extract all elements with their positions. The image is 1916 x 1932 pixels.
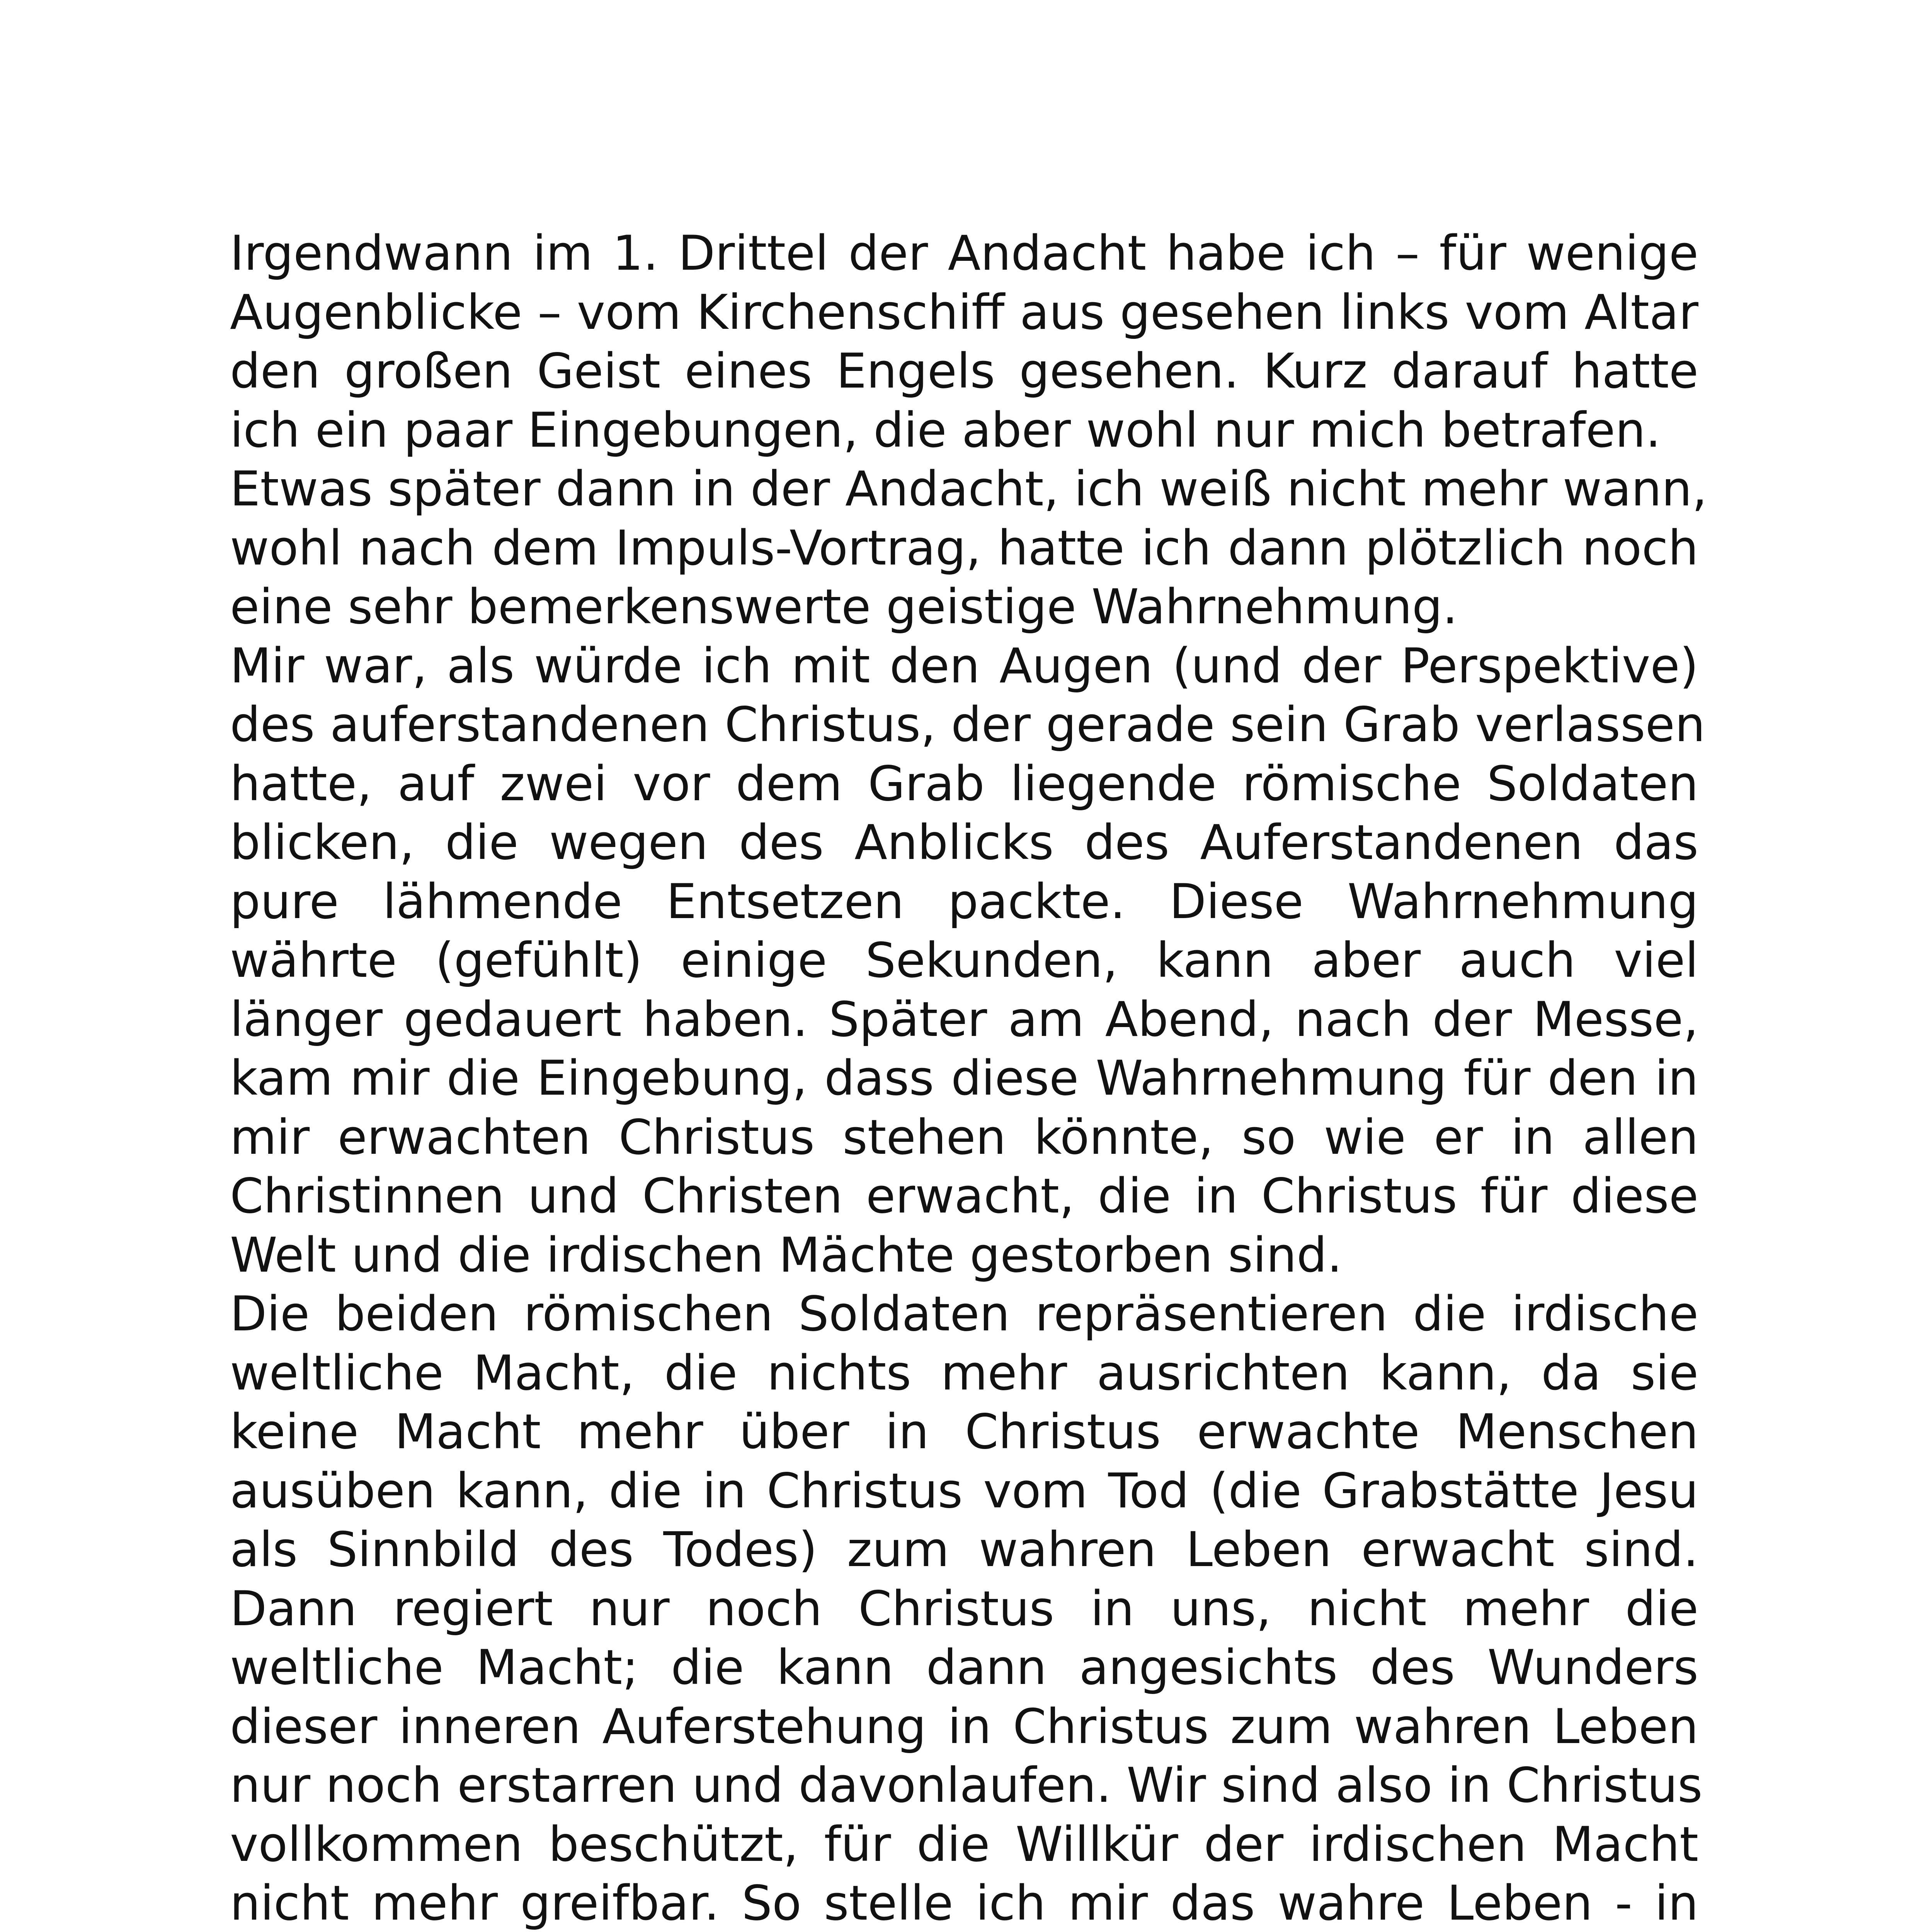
paragraph	[230, 460, 1707, 637]
text-line: Etwas später dann in der Andacht, ich weiß nicht mehr wann,	[230, 461, 1707, 517]
text-line: kam mir die Eingebung, dass diese Wahrnehmung für den in	[230, 1051, 1698, 1106]
text-line: weltliche Macht, die nichts mehr ausrichten kann, da sie	[230, 1345, 1698, 1401]
text-line: nicht mehr greifbar. So stelle ich mir das wahre Leben - in	[230, 1876, 1698, 1931]
paragraph	[230, 1285, 1703, 1932]
text-line: keine Macht mehr über in Christus erwachte Menschen	[230, 1404, 1698, 1460]
text-line: länger gedauert haben. Später am Abend, nach der Messe,	[230, 992, 1698, 1048]
text-line: Irgendwann im 1. Drittel der Andacht habe ich – für wenige	[230, 226, 1698, 281]
text-line: als Sinnbild des Todes) zum wahren Leben erwacht sind.	[230, 1522, 1698, 1578]
text-line: eine sehr bemerkenswerte geistige Wahrnehmung.	[230, 579, 1458, 635]
body-text	[230, 224, 1707, 1932]
text-line: währte (gefühlt) einige Sekunden, kann aber auch viel	[230, 933, 1698, 988]
text-line: weltliche Macht; die kann dann angesichts des Wunders	[230, 1640, 1698, 1696]
text-line: Mir war, als würde ich mit den Augen (und der Perspektive)	[230, 638, 1698, 694]
text-line: Dann regiert nur noch Christus in uns, nicht mehr die	[230, 1581, 1698, 1637]
text-line: wohl nach dem Impuls-Vortrag, hatte ich dann plötzlich noch	[230, 520, 1698, 576]
text-line: blicken, die wegen des Anblicks des Auferstandenen das	[230, 815, 1698, 871]
text-line: den großen Geist eines Engels gesehen. Kurz darauf hatte	[230, 344, 1698, 399]
text-line: dieser inneren Auferstehung in Christus zum wahren Leben	[230, 1699, 1698, 1755]
text-line: pure lähmende Entsetzen packte. Diese Wahrnehmung	[230, 874, 1698, 930]
text-line: Christinnen und Christen erwacht, die in Christus für diese	[230, 1168, 1698, 1224]
text-line: ausüben kann, die in Christus vom Tod (die Grabstätte Jesu	[230, 1463, 1698, 1519]
text-line: mir erwachten Christus stehen könnte, so wie er in allen	[230, 1109, 1698, 1165]
paragraph	[230, 637, 1705, 1285]
text-line: vollkommen beschützt, für die Willkür der irdischen Macht	[230, 1816, 1698, 1872]
paragraph	[230, 224, 1698, 460]
text-line: des auferstandenen Christus, der gerade sein Grab verlassen	[230, 697, 1705, 753]
text-line: ich ein paar Eingebungen, die aber wohl nur mich betrafen.	[230, 402, 1661, 458]
text-line: hatte, auf zwei vor dem Grab liegende römische Soldaten	[230, 756, 1698, 812]
text-line: Welt und die irdischen Mächte gestorben sind.	[230, 1227, 1343, 1283]
text-line: Augenblicke – vom Kirchenschiff aus gesehen links vom Altar	[230, 284, 1698, 340]
text-line: nur noch erstarren und davonlaufen. Wir sind also in Christus	[230, 1758, 1703, 1813]
text-line: Die beiden römischen Soldaten repräsentieren die irdische	[230, 1286, 1698, 1342]
